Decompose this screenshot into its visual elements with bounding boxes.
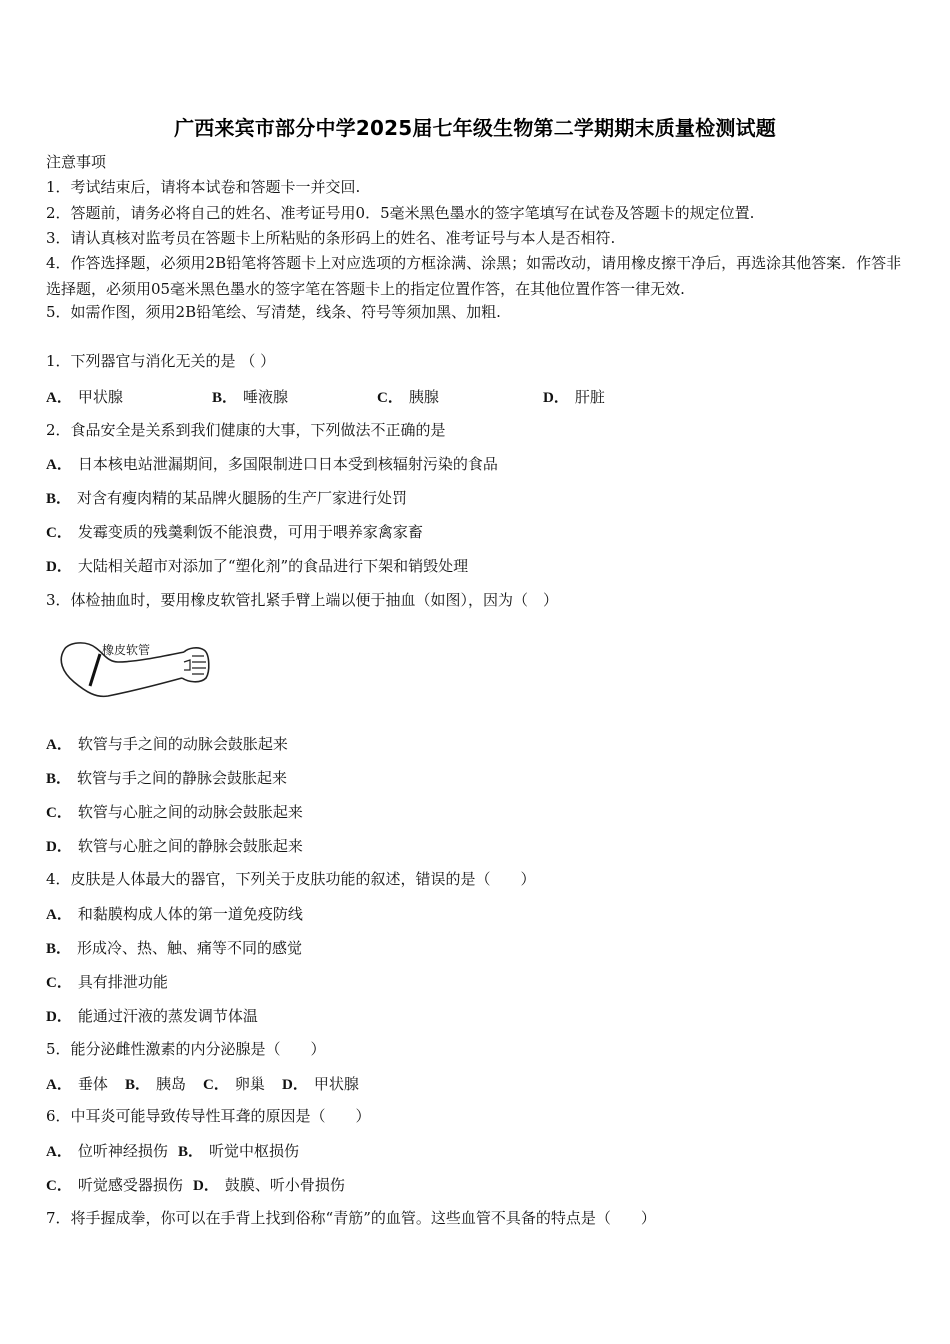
option-d[interactable] [543,386,605,407]
option-label: C． [46,975,72,991]
option-d[interactable] [46,835,303,856]
option-text: 能通过汗液的蒸发调节体温 [77,1007,258,1025]
option-text: 日本核电站泄漏期间，多国限制进口日本受到核辐射污染的食品 [77,455,498,473]
question-stem: 6．中耳炎可能导致传导性耳聋的原因是（ ） [46,1107,371,1125]
thumb-outline [184,660,190,670]
option-c[interactable] [46,1174,183,1195]
fist-outline [182,648,209,682]
notice-item: 5．如需作图，须用2B铅笔绘、写清楚，线条、符号等须加黑、加粗. [46,303,501,321]
option-d[interactable] [193,1174,345,1195]
option-label: A． [46,907,72,923]
option-text: 胰腺 [408,388,439,406]
option-a[interactable] [46,903,303,924]
option-text: 听觉感受器损伤 [77,1176,183,1194]
notice-item: 1．考试结束后，请将本试卷和答题卡一并交回. [46,178,361,196]
option-text: 软管与手之间的静脉会鼓胀起来 [77,769,288,787]
option-text: 软管与心脏之间的动脉会鼓胀起来 [77,803,303,821]
option-c[interactable] [377,386,439,407]
option-d[interactable] [46,1005,258,1026]
notice-item: 3．请认真核对监考员在答题卡上所粘贴的条形码上的姓名、准考证号与本人是否相符. [46,229,616,247]
page-title: 广西来宾市部分中学2025届七年级生物第二学期期末质量检测试题 [174,116,776,140]
notice-heading: 注意事项 [46,153,107,171]
question-stem: 4．皮肤是人体最大的器官，下列关于皮肤功能的叙述，错误的是（ ） [46,870,536,888]
question-stem: 5．能分泌雌性激素的内分泌腺是（ ） [46,1040,326,1058]
figure-label: 橡皮软管 [102,643,151,657]
question-stem: 1．下列器官与消化无关的是 （ ） [46,352,276,370]
question-stem: 2．食品安全是关系到我们健康的大事，下列做法不正确的是 [46,421,446,439]
option-label: A． [46,1144,72,1160]
option-d[interactable] [46,555,468,576]
option-a[interactable] [46,733,288,754]
option-a[interactable] [46,453,498,474]
option-b[interactable] [178,1140,299,1161]
option-label: A． [46,457,72,473]
option-a[interactable] [46,386,123,407]
option-text: 和黏膜构成人体的第一道免疫防线 [77,905,303,923]
option-text: 甲状腺 [313,1075,359,1093]
option-text: 具有排泄功能 [77,973,168,991]
option-text: 软管与手之间的动脉会鼓胀起来 [77,735,288,753]
option-b[interactable] [46,487,407,508]
option-label: B． [125,1077,151,1093]
option-text: 软管与心脏之间的静脉会鼓胀起来 [77,837,303,855]
notice-item: 4．作答选择题，必须用2B铅笔将答题卡上对应选项的方框涂满、涂黑；如需改动，请用橡皮擦干净后，再选涂其他答案．作答非选择题，必须用05毫米黑色墨水的签字笔在答题卡上的指定位置作答，在其他位置作答一律无效. [46,254,902,298]
option-text: 位听神经损伤 [77,1142,168,1160]
option-label: B． [178,1144,204,1160]
option-label: A． [46,390,72,406]
question-stem: 3．体检抽血时，要用橡皮软管扎紧手臂上端以便于抽血（如图），因为（ ） [46,591,559,609]
option-label: A． [46,1077,72,1093]
option-c[interactable] [203,1073,265,1094]
option-b[interactable] [125,1073,186,1094]
option-label: D． [543,390,569,406]
option-a[interactable] [46,1073,108,1094]
option-text: 形成冷、热、触、痛等不同的感觉 [77,939,303,957]
option-label: B． [46,941,72,957]
option-label: D． [282,1077,308,1093]
option-label: B． [46,771,72,787]
option-c[interactable] [46,521,423,542]
option-label: A． [46,737,72,753]
option-label: D． [46,839,72,855]
option-text: 肝脏 [574,388,605,406]
rubber-tube [90,654,100,686]
option-text: 唾液腺 [243,388,289,406]
option-d[interactable] [282,1073,359,1094]
option-text: 甲状腺 [77,388,123,406]
option-label: D． [46,1009,72,1025]
arm-tourniquet-figure [56,632,216,710]
option-c[interactable] [46,801,303,822]
option-label: C． [46,1178,72,1194]
option-text: 对含有瘦肉精的某品牌火腿肠的生产厂家进行处罚 [77,489,408,507]
option-label: C． [203,1077,229,1093]
option-text: 发霉变质的残羹剩饭不能浪费，可用于喂养家禽家畜 [77,523,423,541]
option-label: B． [46,491,72,507]
option-text: 垂体 [77,1075,108,1093]
option-label: C． [377,390,403,406]
option-label: B． [212,390,238,406]
option-label: C． [46,525,72,541]
finger-lines [192,656,206,674]
option-text: 听觉中枢损伤 [209,1142,300,1160]
option-a[interactable] [46,1140,168,1161]
option-b[interactable] [46,767,287,788]
option-label: C． [46,805,72,821]
option-label: D． [193,1178,219,1194]
option-text: 卵巢 [234,1075,265,1093]
option-text: 大陆相关超市对添加了“塑化剂”的食品进行下架和销毁处理 [77,557,469,575]
notice-item: 2．答题前，请务必将自己的姓名、准考证号用0．5毫米黑色墨水的签字笔填写在试卷及答题卡的规定位置. [46,204,755,222]
option-text: 鼓膜、听小骨损伤 [224,1176,345,1194]
option-b[interactable] [212,386,288,407]
option-text: 胰岛 [156,1075,187,1093]
option-c[interactable] [46,971,168,992]
option-label: D． [46,559,72,575]
question-stem: 7．将手握成拳，你可以在手背上找到俗称“青筋”的血管。这些血管不具备的特点是（ ） [46,1209,656,1227]
option-b[interactable] [46,937,302,958]
